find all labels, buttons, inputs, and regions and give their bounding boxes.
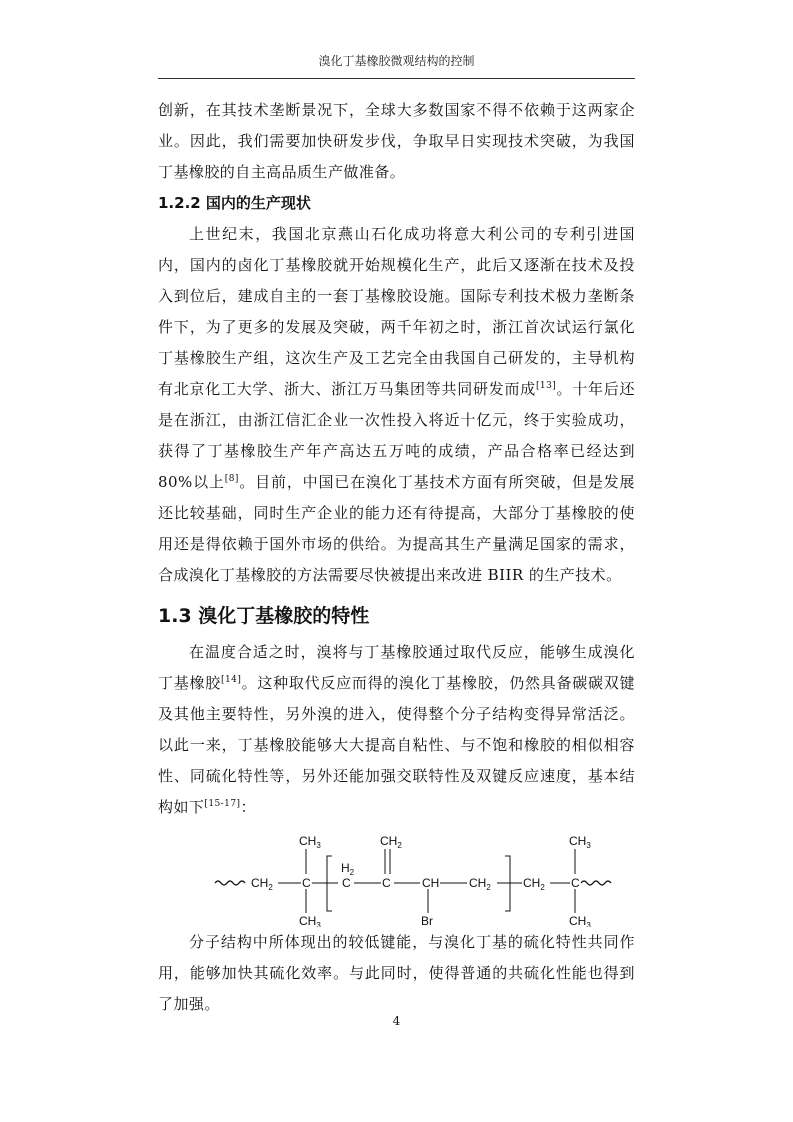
c2-label: C <box>342 876 351 890</box>
paragraph-2-text-c: 。目前，中国已在溴化丁基技术方面有所突破，但是发展还比较基础，同时生产企业的能力还有待提高，大部分丁基橡胶的使用还是得依赖于国外市场的供给。为提高其生产量满足国家的需求，合成溴化丁基橡胶的方法需要尽快被提出来改进 BIIR 的生产技术。 <box>158 473 635 584</box>
bromobutyl-structure-formula <box>158 827 635 927</box>
paragraph-1: 创新，在其技术垄断景况下，全球大多数国家不得不依赖于这两家企业。因此，我们需要加快研发步伐，争取早日实现技术突破，为我国丁基橡胶的自主高品质生产做准备。 <box>158 101 635 181</box>
paragraph-2 <box>158 219 635 591</box>
citation-14: [14] <box>221 675 242 685</box>
ch2-a-label: $CH_2$ <box>469 876 491 892</box>
citation-8: [8] <box>224 474 239 484</box>
section-heading-1-3: 1.3 溴化丁基橡胶的特性 <box>158 605 370 627</box>
paragraph-2-text-b: 。十年后还是在浙江，由浙江信汇企业一次性投入将近十亿元，终于实验成功，获得了丁基橡胶生产年产高达五万吨的成绩，产品合格率已经达到 80%以上 <box>158 380 635 491</box>
c3-top-ch2: $CH_2$ <box>380 834 402 850</box>
running-header: 溴化丁基橡胶微观结构的控制 <box>318 54 475 68</box>
citation-15-17: [15-17] <box>204 799 241 809</box>
wavy-bond-right <box>581 881 611 885</box>
br-label: Br <box>421 914 433 927</box>
c2-h2-label: $H_2$ <box>341 861 355 877</box>
c4-label: C <box>571 876 580 890</box>
wavy-bond-left <box>215 881 245 885</box>
section-heading-1-2-2: 1.2.2 国内的生产现状 <box>158 194 311 212</box>
paragraph-3-text-c: ： <box>240 798 256 816</box>
c1-bottom-ch3: $CH_3$ <box>299 914 321 927</box>
paragraph-3-text-b: 。这种取代反应而得的溴化丁基橡胶，仍然具备碳碳双键及其他主要特性，另外溴的进入，使得整个分子结构变得异常活泛。以此一来，丁基橡胶能够大大提高自粘性、与不饱和橡胶的相似相容性、同硫化特性等，另外还能加强交联特性及双键反应速度，基本结构如下 <box>158 674 635 816</box>
c4-top-ch3: $CH_3$ <box>569 834 591 850</box>
paragraph-3 <box>158 637 635 823</box>
page-number: 4 <box>392 1014 401 1028</box>
c1-label: C <box>302 876 311 890</box>
paragraph-4: 分子结构中所体现出的较低键能，与溴化丁基的硫化特性共同作用，能够加快其硫化效率。与此同时，使得普通的共硫化性能也得到了加强。 <box>158 933 635 1013</box>
ch-label: CH <box>422 876 440 890</box>
header-rule <box>158 78 635 79</box>
c4-bottom-ch3: $CH_3$ <box>569 914 591 927</box>
citation-13: [13] <box>535 381 557 391</box>
c1-top-ch3: $CH_3$ <box>299 834 321 850</box>
ch2-b-label: $CH_2$ <box>523 876 545 892</box>
paragraph-3-text-a: 在温度合适之时，溴将与丁基橡胶通过取代反应，能够生成溴化丁基橡胶 <box>158 643 635 692</box>
c3-label: C <box>382 876 391 890</box>
paragraph-2-text-a: 上世纪末，我国北京燕山石化成功将意大利公司的专利引进国内，国内的卤化丁基橡胶就开始规模化生产，此后又逐渐在技术及投入到位后，建成自主的一套丁基橡胶设施。国际专利技术极力垄断条件下，为了更多的发展及突破，两千年初之时，浙江首次试运行氯化丁基橡胶生产组，这次生产及工艺完全由我国自己研发的，主导机构有北京化工大学、浙大、浙江万马集团等共同研发而成 <box>158 225 635 398</box>
page-body <box>158 95 635 1020</box>
left-ch2-label: $CH_2$ <box>251 876 273 892</box>
